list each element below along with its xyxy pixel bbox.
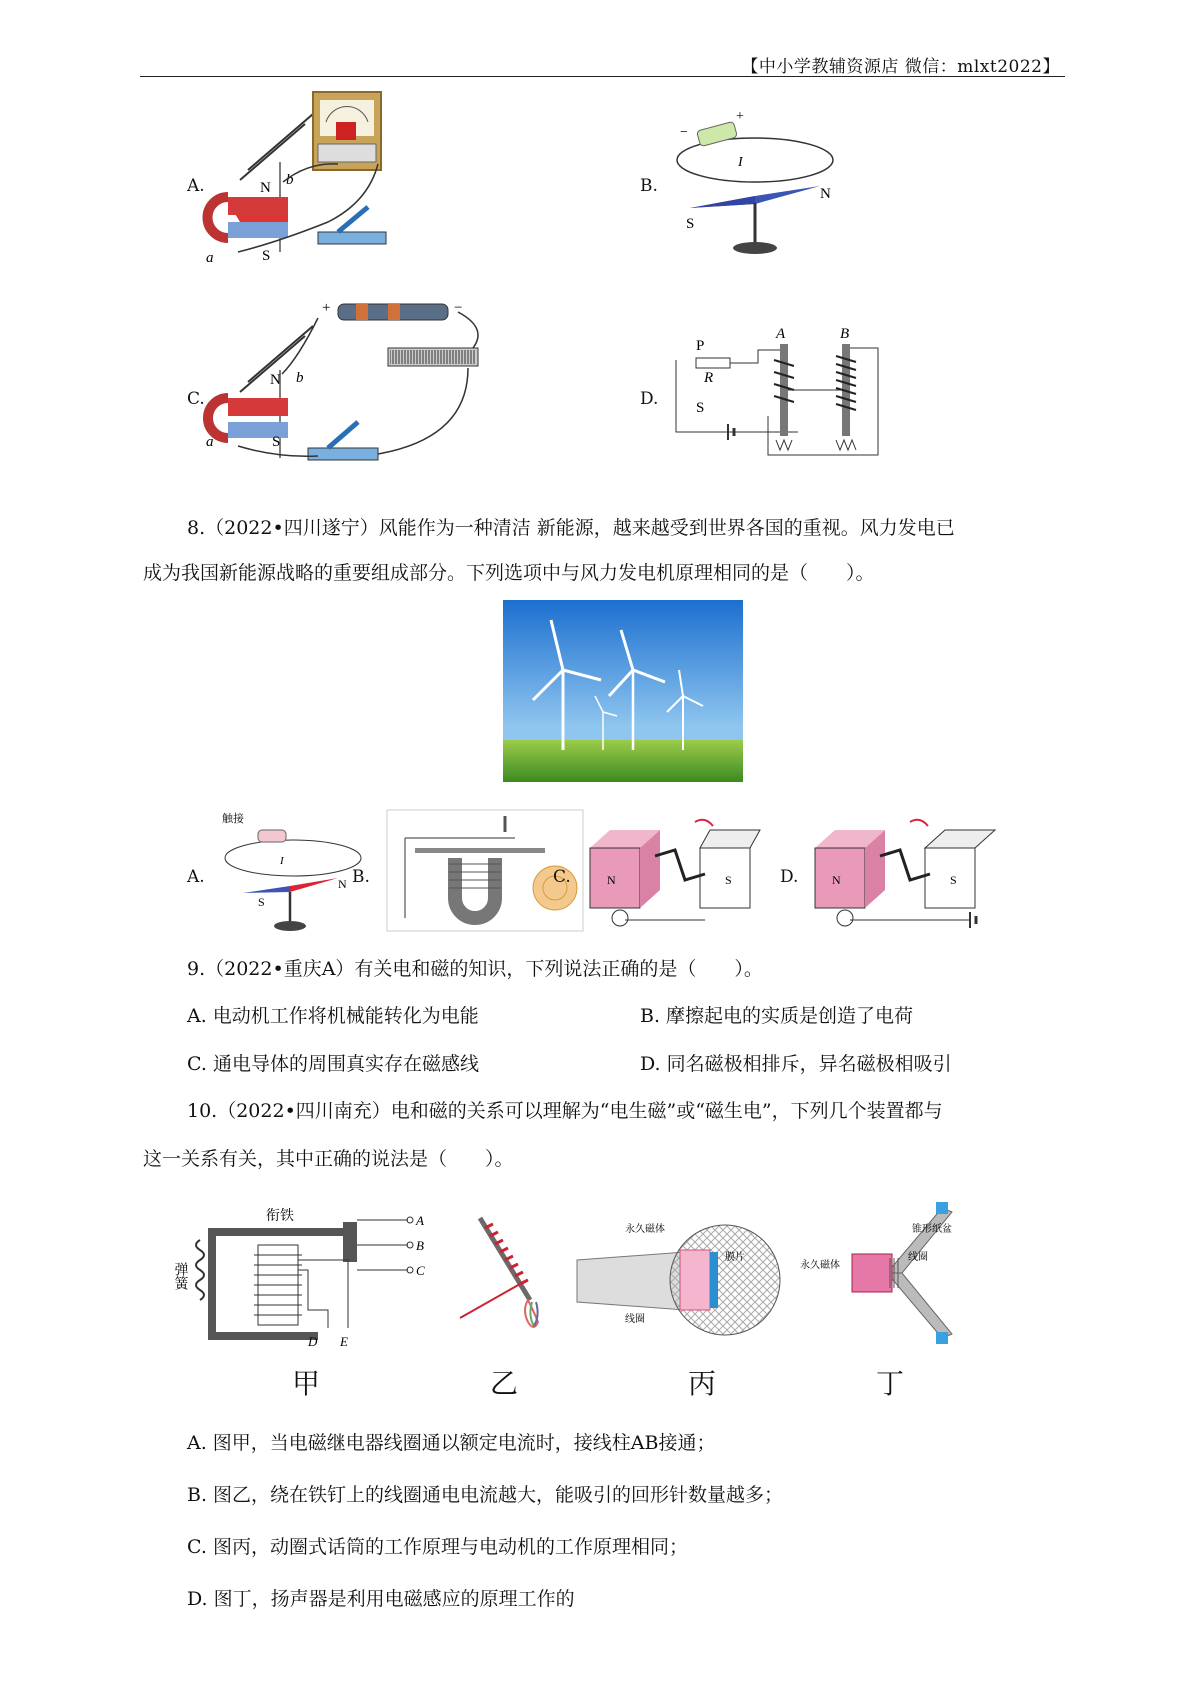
- fig8c-N: N: [607, 873, 616, 887]
- fig10-cone: 锥形纸盆: [912, 1224, 952, 1235]
- fig10-coil2: 线圈: [908, 1252, 928, 1263]
- q7-figure-b-oersted: [670, 108, 840, 258]
- fig-a-b: b: [286, 172, 294, 188]
- fig-a-a: a: [206, 250, 214, 266]
- q7-option-d-label: D.: [640, 389, 659, 409]
- fig10-membrane: 膜片: [725, 1252, 745, 1263]
- fig-b-N: N: [820, 186, 831, 202]
- q10-option-c: C. 图丙，动圈式话筒的工作原理与电动机的工作原理相同；: [187, 1536, 688, 1558]
- q7-figure-a-generator: [206, 92, 438, 272]
- fig-d-B: B: [840, 326, 850, 342]
- fig10-armature: 衔铁: [266, 1209, 294, 1224]
- q9-option-c: C. 通电导体的周围真实存在磁感线: [187, 1053, 479, 1075]
- q7-figure-d-electromagnets: [668, 320, 888, 460]
- q10-option-b: B. 图乙，绕在铁钉上的线圈通电电流越大，能吸引的回形针数量越多；: [187, 1484, 784, 1506]
- fig-c-S: S: [272, 434, 281, 450]
- q7-option-b-label: B.: [640, 176, 658, 196]
- q8-stem-line2: 成为我国新能源战略的重要组成部分。下列选项中与风力发电机原理相同的是（ ）。: [143, 562, 875, 584]
- q10-caption-ding: 丁: [876, 1367, 905, 1400]
- q10-figure-bing-microphone: [575, 1210, 785, 1335]
- fig-c-minus: −: [454, 300, 463, 316]
- q8-option-a-label: A.: [187, 867, 205, 887]
- fig10-coil: 线圈: [625, 1314, 645, 1325]
- q9-option-d: D. 同名磁极相排斥，异名磁极相吸引: [640, 1053, 952, 1075]
- fig8a-I: I: [280, 855, 284, 867]
- q10-option-d: D. 图丁，扬声器是利用电磁感应的原理工作的: [187, 1588, 575, 1610]
- fig10-B: B: [416, 1238, 424, 1253]
- fig8a-touch: 触接: [222, 813, 244, 825]
- q10-figure-jia-relay: [172, 1200, 428, 1360]
- fig-c-b: b: [296, 370, 304, 386]
- q10-stem-line1: 10.（2022•四川南充）电和磁的关系可以理解为“电生磁”或“磁生电”，下列几个装置都与: [187, 1100, 943, 1122]
- fig-d-S: S: [696, 400, 705, 416]
- q8-stem-line1: 8.（2022•四川遂宁）风能作为一种清洁 新能源，越来越受到世界各国的重视。风力发电已: [187, 517, 955, 539]
- q8-figure-c-generator: [585, 808, 760, 933]
- q8-option-d-label: D.: [780, 867, 799, 887]
- fig-a-N: N: [260, 180, 271, 196]
- fig10-magnet2: 永久磁体: [800, 1260, 840, 1271]
- fig-d-P: P: [696, 338, 705, 354]
- q10-stem-line2: 这一关系有关，其中正确的说法是（ ）。: [143, 1148, 514, 1170]
- q7-figure-c-motor: [206, 298, 518, 488]
- q9-stem: 9.（2022•重庆A）有关电和磁的知识，下列说法正确的是（ ）。: [187, 958, 763, 980]
- fig10-C: C: [416, 1263, 425, 1278]
- fig8a-N: N: [338, 877, 347, 891]
- q10-caption-bing: 丙: [688, 1367, 717, 1400]
- q7-option-c-label: C.: [187, 389, 205, 409]
- fig10-A: A: [416, 1213, 424, 1228]
- fig8d-N: N: [832, 873, 841, 887]
- page-header: 【中小学教辅资源店 微信：mlxt2022】: [741, 57, 1060, 77]
- fig-c-N: N: [270, 372, 281, 388]
- fig-b-I: I: [738, 155, 743, 170]
- fig8d-S: S: [950, 873, 957, 887]
- fig10-E: E: [340, 1334, 348, 1349]
- q8-figure-d-motor: [810, 808, 995, 933]
- q8-figure-a-oersted: [218, 808, 358, 933]
- wind-turbine-photo: [503, 600, 743, 782]
- q9-option-b: B. 摩擦起电的实质是创造了电荷: [640, 1005, 914, 1027]
- q10-caption-yi: 乙: [490, 1367, 519, 1400]
- fig-d-A: A: [776, 326, 786, 342]
- fig-a-S: S: [262, 248, 271, 264]
- q8-option-b-label: B.: [352, 867, 370, 887]
- q8-option-c-label: C.: [553, 867, 571, 887]
- fig-b-minus: −: [680, 125, 688, 140]
- q10-figure-ding-speaker: [792, 1198, 982, 1348]
- q10-figure-yi-nail: [450, 1200, 560, 1350]
- fig10-magnet: 永久磁体: [625, 1224, 665, 1235]
- fig8c-S: S: [725, 873, 732, 887]
- fig-b-S: S: [686, 216, 695, 232]
- fig-c-a: a: [206, 434, 214, 450]
- header-divider: [140, 76, 1065, 77]
- q10-caption-jia: 甲: [292, 1367, 321, 1400]
- fig10-D: D: [308, 1334, 318, 1349]
- fig8a-S: S: [258, 895, 265, 909]
- q9-option-a: A. 电动机工作将机械能转化为电能: [187, 1005, 479, 1027]
- fig10-spring: 弹簧: [172, 1262, 188, 1290]
- q10-option-a: A. 图甲，当电磁继电器线圈通以额定电流时，接线柱AB接通；: [187, 1432, 716, 1454]
- q7-option-a-label: A.: [187, 176, 205, 196]
- fig-d-R: R: [704, 370, 714, 386]
- fig-c-plus: +: [322, 300, 331, 316]
- fig-b-plus: +: [736, 109, 744, 124]
